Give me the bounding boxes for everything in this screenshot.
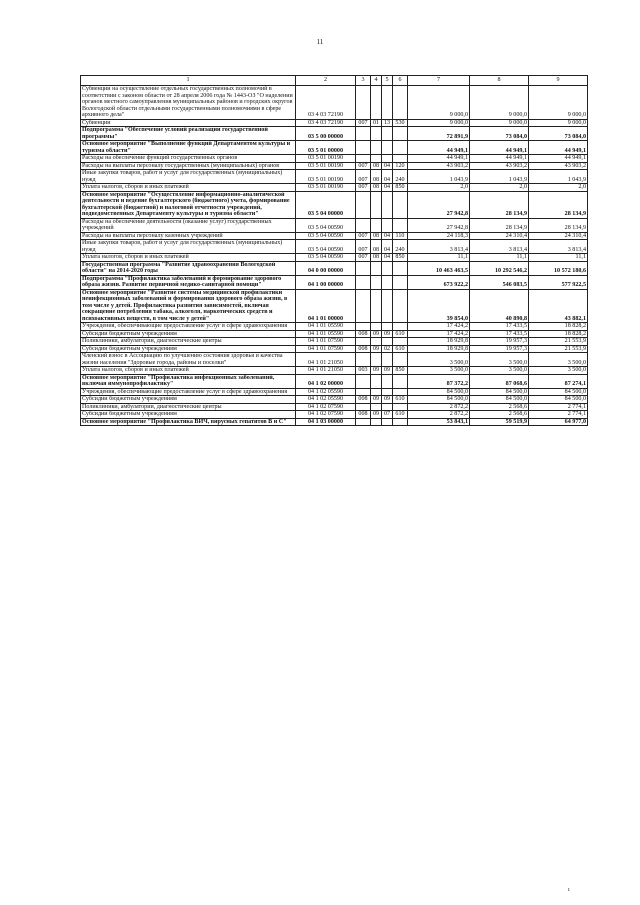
amount-year2-cell: 17 433,5 — [470, 330, 529, 338]
subsection-cell — [382, 191, 393, 218]
amount-year1-cell: 27 942,8 — [408, 218, 470, 232]
subsection-cell — [382, 418, 393, 426]
target-code-cell: 03 5 01 00190 — [296, 162, 356, 170]
target-code-cell: 03 4 03 72190 — [296, 86, 356, 120]
row-name-cell: Расходы на обеспечение функций государственных органов — [81, 155, 296, 163]
amount-year1-cell: 11,1 — [408, 254, 470, 262]
section-cell — [371, 353, 382, 367]
expense-type-cell — [393, 218, 408, 232]
amount-year1-cell: 44 949,1 — [408, 155, 470, 163]
amount-year2-cell: 546 083,5 — [470, 275, 529, 289]
row-name-cell: Уплата налогов, сборов и иных платежей — [81, 184, 296, 192]
amount-year3-cell: 87 274,1 — [529, 374, 588, 388]
ministry-cell: 008 — [356, 396, 371, 404]
amount-year1-cell: 3 813,4 — [408, 240, 470, 254]
amount-year2-cell: 40 890,8 — [470, 289, 529, 323]
row-name-cell: Основное мероприятие "Выполнение функций Департаментом культуры и туризма области" — [81, 141, 296, 155]
amount-year3-cell: 84 500,0 — [529, 388, 588, 396]
expense-type-cell: 850 — [393, 367, 408, 375]
expense-type-cell: 530 — [393, 119, 408, 127]
row-name-cell: Поликлиники, амбулатории, диагностические центры — [81, 403, 296, 411]
table-row — [81, 254, 588, 262]
amount-year2-cell: 3 500,0 — [470, 367, 529, 375]
section-cell — [371, 403, 382, 411]
table-row — [81, 388, 588, 396]
table-row — [81, 289, 588, 323]
subsection-cell: 04 — [382, 162, 393, 170]
row-name-cell: Основное мероприятие "Осуществление информационно-аналитической деятельности и ведение бухгалтерского (бюджетного) учета, формирование бухгалтерской (бюджетной) и налоговой отчетности учреждений, подведомственных Департаменту культуры и туризма области" — [81, 191, 296, 218]
section-cell — [371, 388, 382, 396]
amount-year2-cell: 87 068,6 — [470, 374, 529, 388]
target-code-cell: 04 1 03 00000 — [296, 418, 356, 426]
amount-year1-cell: 84 500,0 — [408, 388, 470, 396]
expense-type-cell — [393, 353, 408, 367]
amount-year1-cell: 18 929,8 — [408, 338, 470, 346]
section-cell: 08 — [371, 184, 382, 192]
column-header: 9 — [529, 76, 588, 86]
target-code-cell: 04 1 01 05590 — [296, 330, 356, 338]
section-cell: 08 — [371, 232, 382, 240]
table-row — [81, 240, 588, 254]
section-cell: 09 — [371, 367, 382, 375]
amount-year1-cell: 2,0 — [408, 184, 470, 192]
table-row — [81, 232, 588, 240]
target-code-cell: 03 5 04 00590 — [296, 254, 356, 262]
target-code-cell: 04 1 01 21050 — [296, 367, 356, 375]
section-cell: 09 — [371, 345, 382, 353]
target-code-cell: 03 5 04 00590 — [296, 218, 356, 232]
amount-year3-cell: 2 774,1 — [529, 411, 588, 419]
subsection-cell: 09 — [382, 396, 393, 404]
table-row — [81, 86, 588, 120]
amount-year3-cell: 64 977,0 — [529, 418, 588, 426]
column-header: 1 — [81, 76, 296, 86]
subsection-cell: 02 — [382, 345, 393, 353]
amount-year3-cell: 84 500,0 — [529, 396, 588, 404]
amount-year3-cell: 11,1 — [529, 254, 588, 262]
header-row — [81, 76, 588, 86]
amount-year2-cell: 1 043,9 — [470, 170, 529, 184]
amount-year3-cell: 9 000,0 — [529, 119, 588, 127]
amount-year3-cell: 3 500,0 — [529, 367, 588, 375]
table-row — [81, 141, 588, 155]
table-row — [81, 330, 588, 338]
column-header: 3 — [356, 76, 371, 86]
amount-year3-cell: 44 949,1 — [529, 155, 588, 163]
column-header: 8 — [470, 76, 529, 86]
section-cell: 08 — [371, 240, 382, 254]
amount-year3-cell: 21 553,9 — [529, 345, 588, 353]
table-row — [81, 367, 588, 375]
row-name-cell: Государственная программа "Развитие здравоохранения Вологодской области" на 2014-2020 годы — [81, 261, 296, 275]
amount-year2-cell: 3 813,4 — [470, 240, 529, 254]
section-cell — [371, 261, 382, 275]
target-code-cell: 04 1 02 00000 — [296, 374, 356, 388]
amount-year1-cell: 10 463 463,5 — [408, 261, 470, 275]
amount-year1-cell: 1 043,9 — [408, 170, 470, 184]
amount-year2-cell: 17 433,5 — [470, 323, 529, 331]
column-header: 6 — [393, 76, 408, 86]
amount-year3-cell: 2 774,1 — [529, 403, 588, 411]
target-code-cell: 03 5 01 00000 — [296, 141, 356, 155]
subsection-cell — [382, 403, 393, 411]
target-code-cell: 03 5 04 00590 — [296, 240, 356, 254]
row-name-cell: Субсидии бюджетным учреждениям — [81, 330, 296, 338]
expense-type-cell — [393, 323, 408, 331]
row-name-cell: Субвенции на осуществление отдельных государственных полномочий в соответствии с законом области от 28 апреля 2006 года № 1443-ОЗ "О наделении органов местного самоуправления муниципальных районов и городских округов Вологодской области отдельными государственными полномочиями в сфере архивного дела" — [81, 86, 296, 120]
amount-year1-cell: 2 872,2 — [408, 403, 470, 411]
section-cell: 01 — [371, 119, 382, 127]
amount-year3-cell: 28 134,9 — [529, 191, 588, 218]
row-name-cell: Уплата налогов, сборов и иных платежей — [81, 367, 296, 375]
amount-year2-cell: 3 500,0 — [470, 353, 529, 367]
target-code-cell: 03 5 01 00190 — [296, 155, 356, 163]
budget-table — [80, 75, 588, 426]
target-code-cell: 04 1 02 07590 — [296, 411, 356, 419]
expense-type-cell — [393, 289, 408, 323]
table-row — [81, 218, 588, 232]
subsection-cell — [382, 261, 393, 275]
row-name-cell: Уплата налогов, сборов и иных платежей — [81, 254, 296, 262]
ministry-cell — [356, 261, 371, 275]
target-code-cell: 04 1 01 07590 — [296, 345, 356, 353]
amount-year3-cell: 10 572 180,6 — [529, 261, 588, 275]
target-code-cell: 03 5 00 00000 — [296, 127, 356, 141]
amount-year1-cell: 39 854,0 — [408, 289, 470, 323]
amount-year3-cell: 3 813,4 — [529, 240, 588, 254]
subsection-cell: 13 — [382, 119, 393, 127]
section-cell: 08 — [371, 170, 382, 184]
row-name-cell: Поликлиники, амбулатории, диагностические центры — [81, 338, 296, 346]
amount-year3-cell: 43 882,1 — [529, 289, 588, 323]
subsection-cell: 04 — [382, 232, 393, 240]
target-code-cell: 04 0 00 00000 — [296, 261, 356, 275]
amount-year2-cell: 43 903,2 — [470, 162, 529, 170]
row-name-cell: Основное мероприятие "Профилактика инфекционных заболеваний, включая иммунопрофилактику" — [81, 374, 296, 388]
ministry-cell — [356, 191, 371, 218]
table-body — [81, 86, 588, 426]
expense-type-cell: 240 — [393, 240, 408, 254]
amount-year2-cell: 73 084,0 — [470, 127, 529, 141]
expense-type-cell — [393, 155, 408, 163]
table-row — [81, 323, 588, 331]
page-number: 11 — [316, 38, 324, 46]
expense-type-cell — [393, 86, 408, 120]
table-row — [81, 411, 588, 419]
table-row — [81, 127, 588, 141]
ministry-cell — [356, 289, 371, 323]
amount-year3-cell: 21 553,9 — [529, 338, 588, 346]
section-cell — [371, 289, 382, 323]
ministry-cell: 007 — [356, 162, 371, 170]
row-name-cell: Основное мероприятие "Профилактика ВИЧ, вирусных гепатитов В и С" — [81, 418, 296, 426]
amount-year2-cell: 19 957,3 — [470, 345, 529, 353]
amount-year1-cell: 18 929,8 — [408, 345, 470, 353]
table-row — [81, 345, 588, 353]
column-header: 5 — [382, 76, 393, 86]
row-name-cell: Субсидии бюджетным учреждениям — [81, 396, 296, 404]
section-cell: 09 — [371, 411, 382, 419]
amount-year2-cell: 44 949,1 — [470, 155, 529, 163]
ministry-cell: 007 — [356, 170, 371, 184]
amount-year2-cell: 2 568,6 — [470, 411, 529, 419]
amount-year3-cell: 18 828,2 — [529, 323, 588, 331]
amount-year2-cell: 9 000,0 — [470, 86, 529, 120]
subsection-cell: 04 — [382, 170, 393, 184]
ministry-cell — [356, 86, 371, 120]
table-row — [81, 338, 588, 346]
column-header: 4 — [371, 76, 382, 86]
section-cell — [371, 141, 382, 155]
subsection-cell: 07 — [382, 411, 393, 419]
expense-type-cell — [393, 403, 408, 411]
section-cell — [371, 323, 382, 331]
table-row — [81, 184, 588, 192]
expense-type-cell: 610 — [393, 330, 408, 338]
ministry-cell: 008 — [356, 411, 371, 419]
target-code-cell: 04 1 02 05590 — [296, 388, 356, 396]
ministry-cell: 008 — [356, 345, 371, 353]
target-code-cell: 03 5 04 00590 — [296, 232, 356, 240]
amount-year2-cell: 11,1 — [470, 254, 529, 262]
subsection-cell — [382, 289, 393, 323]
target-code-cell: 04 1 01 07590 — [296, 338, 356, 346]
expense-type-cell — [393, 338, 408, 346]
subsection-cell — [382, 374, 393, 388]
ministry-cell — [356, 323, 371, 331]
expense-type-cell — [393, 127, 408, 141]
ministry-cell: 007 — [356, 232, 371, 240]
table-row — [81, 396, 588, 404]
ministry-cell — [356, 141, 371, 155]
target-code-cell: 03 5 01 00190 — [296, 184, 356, 192]
row-name-cell: Членский взнос в Ассоциацию по улучшению состояния здоровья и качества жизни населения "Здоровые города, районы и поселки" — [81, 353, 296, 367]
table-row — [81, 353, 588, 367]
amount-year2-cell: 19 957,3 — [470, 338, 529, 346]
amount-year1-cell: 673 922,2 — [408, 275, 470, 289]
section-cell — [371, 275, 382, 289]
amount-year3-cell: 1 043,9 — [529, 170, 588, 184]
section-cell — [371, 127, 382, 141]
table-row — [81, 275, 588, 289]
expense-type-cell: 610 — [393, 345, 408, 353]
section-cell — [371, 155, 382, 163]
amount-year1-cell: 3 500,0 — [408, 353, 470, 367]
amount-year1-cell: 84 500,0 — [408, 396, 470, 404]
table-row — [81, 191, 588, 218]
expense-type-cell — [393, 388, 408, 396]
amount-year2-cell: 44 949,1 — [470, 141, 529, 155]
amount-year1-cell: 44 949,1 — [408, 141, 470, 155]
subsection-cell — [382, 353, 393, 367]
amount-year3-cell: 18 828,2 — [529, 330, 588, 338]
amount-year2-cell: 2,0 — [470, 184, 529, 192]
row-name-cell: Субсидии бюджетным учреждениям — [81, 345, 296, 353]
expense-type-cell: 110 — [393, 232, 408, 240]
row-name-cell: Расходы на выплаты персоналу казенных учреждений — [81, 232, 296, 240]
expense-type-cell: 610 — [393, 396, 408, 404]
column-header: 2 — [296, 76, 356, 86]
amount-year1-cell: 2 872,2 — [408, 411, 470, 419]
row-name-cell: Расходы на обеспечение деятельности (оказание услуг) государственных учреждений — [81, 218, 296, 232]
section-cell: 08 — [371, 162, 382, 170]
subsection-cell: 04 — [382, 184, 393, 192]
subsection-cell — [382, 323, 393, 331]
amount-year2-cell: 10 292 546,2 — [470, 261, 529, 275]
ministry-cell: 007 — [356, 240, 371, 254]
amount-year1-cell: 9 000,0 — [408, 86, 470, 120]
table-row — [81, 170, 588, 184]
amount-year3-cell: 24 310,4 — [529, 232, 588, 240]
amount-year2-cell: 24 310,4 — [470, 232, 529, 240]
amount-year1-cell: 72 891,9 — [408, 127, 470, 141]
amount-year2-cell: 59 519,9 — [470, 418, 529, 426]
subsection-cell — [382, 275, 393, 289]
table-row — [81, 374, 588, 388]
subsection-cell — [382, 338, 393, 346]
section-cell — [371, 338, 382, 346]
expense-type-cell — [393, 418, 408, 426]
target-code-cell: 03 5 04 00000 — [296, 191, 356, 218]
table-row — [81, 119, 588, 127]
amount-year3-cell: 577 922,5 — [529, 275, 588, 289]
row-name-cell: Основное мероприятие "Развитие системы медицинской профилактики неинфекционных заболеваний и формирования здорового образа жизни, в том числе у детей. Профилактика развития зависимостей, включая сокращение потребления табака, алкоголя, наркотических средств и психоактивных веществ, в том числе у детей" — [81, 289, 296, 323]
ministry-cell: 007 — [356, 119, 371, 127]
amount-year3-cell: 3 500,0 — [529, 353, 588, 367]
target-code-cell: 04 1 01 21050 — [296, 353, 356, 367]
row-name-cell: Учреждения, обеспечивающие предоставление услуг в сфере здравоохранения — [81, 323, 296, 331]
ministry-cell — [356, 353, 371, 367]
subsection-cell — [382, 141, 393, 155]
amount-year2-cell: 84 500,0 — [470, 396, 529, 404]
amount-year1-cell: 53 843,1 — [408, 418, 470, 426]
amount-year2-cell: 9 000,0 — [470, 119, 529, 127]
amount-year2-cell: 84 500,0 — [470, 388, 529, 396]
ministry-cell: 003 — [356, 367, 371, 375]
amount-year3-cell: 2,0 — [529, 184, 588, 192]
table-row — [81, 155, 588, 163]
amount-year1-cell: 3 500,0 — [408, 367, 470, 375]
section-cell: 09 — [371, 396, 382, 404]
target-code-cell: 03 4 03 72190 — [296, 119, 356, 127]
section-cell: 08 — [371, 254, 382, 262]
amount-year3-cell: 44 949,1 — [529, 141, 588, 155]
amount-year3-cell: 73 084,0 — [529, 127, 588, 141]
expense-type-cell — [393, 141, 408, 155]
target-code-cell: 04 1 02 05590 — [296, 396, 356, 404]
amount-year2-cell: 28 134,9 — [470, 191, 529, 218]
expense-type-cell — [393, 374, 408, 388]
target-code-cell: 04 1 01 00000 — [296, 289, 356, 323]
subsection-cell — [382, 218, 393, 232]
ministry-cell — [356, 338, 371, 346]
target-code-cell: 04 1 00 00000 — [296, 275, 356, 289]
subsection-cell — [382, 155, 393, 163]
row-name-cell: Иные закупки товаров, работ и услуг для государственных (муниципальных) нужд — [81, 240, 296, 254]
edge-mark: ı — [568, 887, 570, 893]
amount-year1-cell: 87 372,2 — [408, 374, 470, 388]
section-cell: 09 — [371, 330, 382, 338]
target-code-cell: 04 1 02 07590 — [296, 403, 356, 411]
amount-year1-cell: 17 424,2 — [408, 323, 470, 331]
row-name-cell: Субсидии бюджетным учреждениям — [81, 411, 296, 419]
subsection-cell: 09 — [382, 330, 393, 338]
subsection-cell — [382, 388, 393, 396]
section-cell — [371, 218, 382, 232]
amount-year1-cell: 27 942,8 — [408, 191, 470, 218]
ministry-cell — [356, 218, 371, 232]
expense-type-cell: 850 — [393, 254, 408, 262]
expense-type-cell — [393, 191, 408, 218]
ministry-cell — [356, 155, 371, 163]
row-name-cell: Иные закупки товаров, работ и услуг для государственных (муниципальных) нужд — [81, 170, 296, 184]
table-row — [81, 162, 588, 170]
section-cell — [371, 191, 382, 218]
amount-year1-cell: 9 000,0 — [408, 119, 470, 127]
row-name-cell: Расходы на выплаты персоналу государственных (муниципальных) органов — [81, 162, 296, 170]
ministry-cell — [356, 374, 371, 388]
table-row — [81, 418, 588, 426]
section-cell — [371, 374, 382, 388]
ministry-cell — [356, 275, 371, 289]
ministry-cell — [356, 388, 371, 396]
target-code-cell: 03 5 01 00190 — [296, 170, 356, 184]
table-row — [81, 261, 588, 275]
ministry-cell: 007 — [356, 184, 371, 192]
row-name-cell: Подпрограмма "Обеспечение условий реализации государственной программы" — [81, 127, 296, 141]
expense-type-cell: 850 — [393, 184, 408, 192]
amount-year2-cell: 2 568,6 — [470, 403, 529, 411]
row-name-cell: Учреждения, обеспечивающие предоставление услуг в сфере здравоохранения — [81, 388, 296, 396]
column-header: 7 — [408, 76, 470, 86]
expense-type-cell: 120 — [393, 162, 408, 170]
ministry-cell — [356, 403, 371, 411]
amount-year2-cell: 28 134,9 — [470, 218, 529, 232]
subsection-cell — [382, 127, 393, 141]
amount-year1-cell: 24 118,3 — [408, 232, 470, 240]
ministry-cell — [356, 127, 371, 141]
section-cell — [371, 418, 382, 426]
expense-type-cell: 240 — [393, 170, 408, 184]
amount-year3-cell: 9 000,0 — [529, 86, 588, 120]
expense-type-cell — [393, 275, 408, 289]
expense-type-cell: 610 — [393, 411, 408, 419]
ministry-cell: 008 — [356, 330, 371, 338]
amount-year3-cell: 43 903,2 — [529, 162, 588, 170]
amount-year1-cell: 17 424,2 — [408, 330, 470, 338]
subsection-cell: 09 — [382, 367, 393, 375]
expense-type-cell — [393, 261, 408, 275]
target-code-cell: 04 1 01 05590 — [296, 323, 356, 331]
ministry-cell — [356, 418, 371, 426]
subsection-cell: 04 — [382, 240, 393, 254]
amount-year3-cell: 28 134,9 — [529, 218, 588, 232]
subsection-cell: 04 — [382, 254, 393, 262]
table-row — [81, 403, 588, 411]
ministry-cell: 007 — [356, 254, 371, 262]
amount-year1-cell: 43 903,2 — [408, 162, 470, 170]
subsection-cell — [382, 86, 393, 120]
row-name-cell: Подпрограмма "Профилактика заболеваний и формирование здорового образа жизни. Развитие первичной медико-санитарной помощи" — [81, 275, 296, 289]
row-name-cell: Субвенции — [81, 119, 296, 127]
section-cell — [371, 86, 382, 120]
